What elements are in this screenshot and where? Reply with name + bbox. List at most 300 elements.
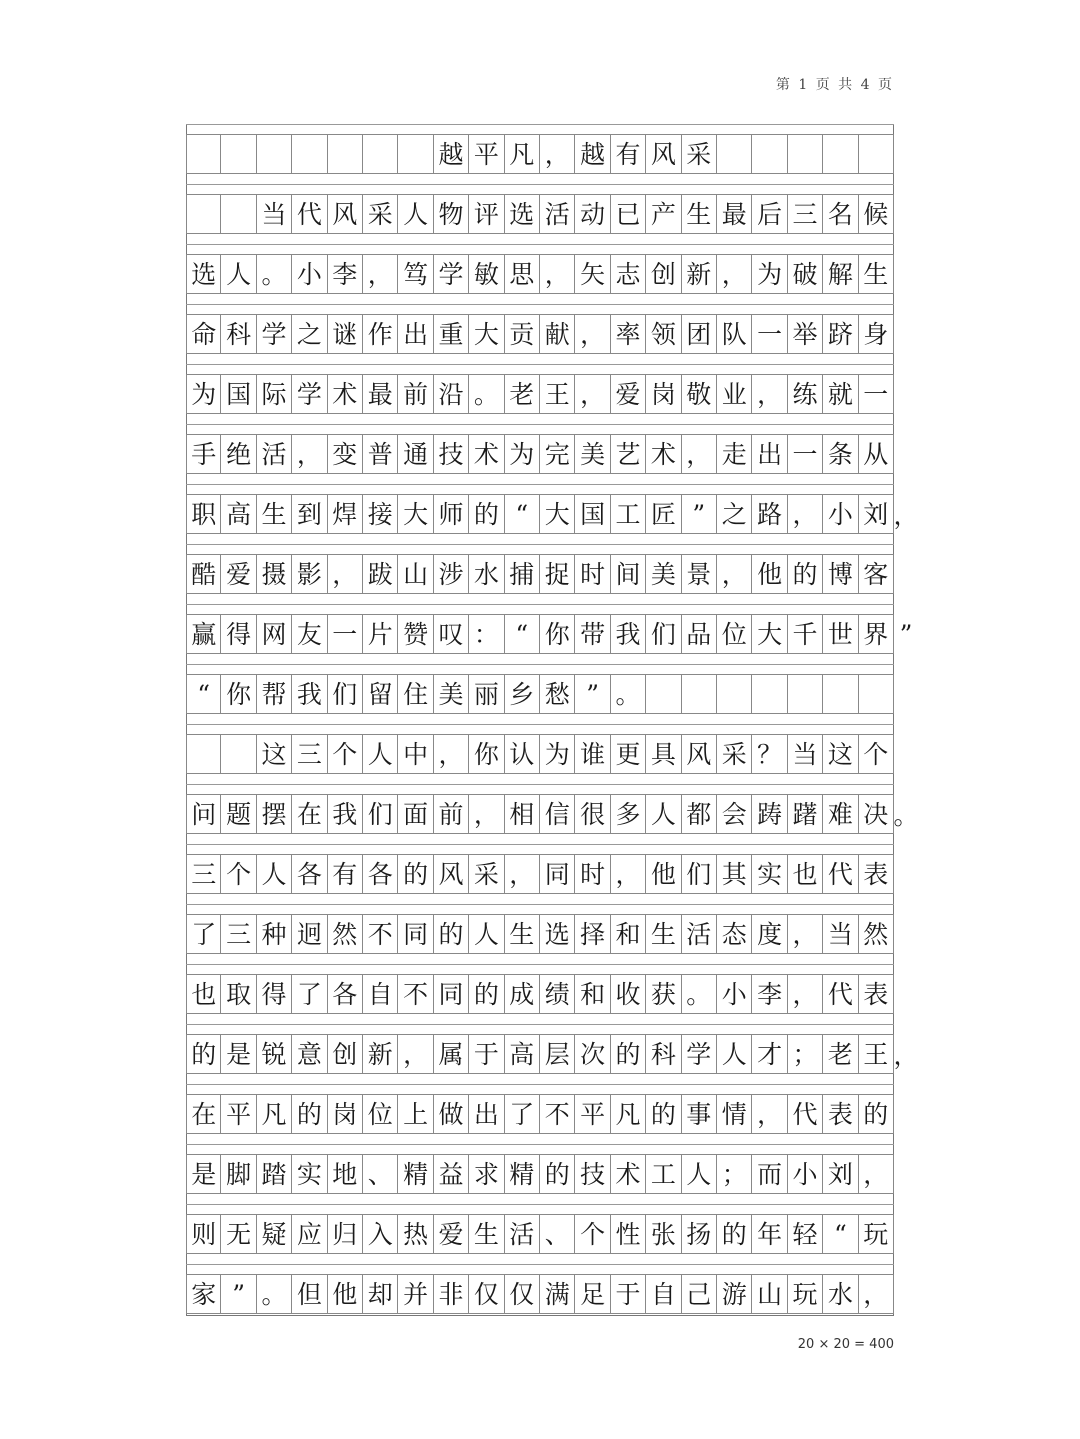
grid-cell: 绝 xyxy=(221,434,256,474)
grid-cell: 踌 xyxy=(752,794,787,834)
manuscript-row xyxy=(186,134,894,174)
row-gap-line xyxy=(186,604,894,605)
grid-cell: 为 xyxy=(752,254,787,294)
grid-cell xyxy=(859,134,894,174)
grid-cell: 志 xyxy=(611,254,646,294)
grid-cell: 出 xyxy=(398,314,433,354)
grid-cell: 他 xyxy=(328,1274,363,1314)
grid-cell: 代 xyxy=(823,974,858,1014)
margin-punctuation: ， xyxy=(893,501,919,530)
grid-cell: 岗 xyxy=(646,374,681,414)
grid-cell: 解 xyxy=(823,254,858,294)
grid-cell: ， xyxy=(575,314,610,354)
grid-cell xyxy=(186,734,221,774)
grid-cell: 命 xyxy=(186,314,221,354)
grid-cell: 而 xyxy=(752,1154,787,1194)
grid-cell: ； xyxy=(717,1154,752,1194)
manuscript-row xyxy=(186,854,894,894)
grid-cell: 层 xyxy=(540,1034,575,1074)
grid-cell: 决 xyxy=(859,794,894,834)
grid-cell: 沿 xyxy=(434,374,469,414)
row-gap-line xyxy=(186,124,894,125)
grid-cell: 人 xyxy=(682,1154,717,1194)
grid-cell xyxy=(859,674,894,714)
grid-cell: 敬 xyxy=(682,374,717,414)
grid-cell: 练 xyxy=(788,374,823,414)
grid-cell: 信 xyxy=(540,794,575,834)
grid-cell: ” xyxy=(682,494,717,534)
grid-cell: 各 xyxy=(292,854,327,894)
grid-cell xyxy=(328,134,363,174)
grid-cell: 笃 xyxy=(398,254,433,294)
grid-cell: 大 xyxy=(540,494,575,534)
grid-cell: 这 xyxy=(823,734,858,774)
grid-cell: 新 xyxy=(682,254,717,294)
grid-cell: ， xyxy=(611,854,646,894)
margin-punctuation xyxy=(892,374,920,414)
grid-cell: 们 xyxy=(646,614,681,654)
grid-cell: 献 xyxy=(540,314,575,354)
row-gap-line xyxy=(186,1204,894,1205)
grid-cell: 时 xyxy=(575,854,610,894)
grid-cell: 创 xyxy=(328,1034,363,1074)
grid-cell: 学 xyxy=(257,314,292,354)
grid-cell: 生 xyxy=(469,1214,504,1254)
grid-cell xyxy=(257,134,292,174)
grid-cell: 山 xyxy=(752,1274,787,1314)
grid-cell: 队 xyxy=(717,314,752,354)
grid-cell: 。 xyxy=(257,254,292,294)
grid-cell: 疑 xyxy=(257,1214,292,1254)
grid-cell: ： xyxy=(469,614,504,654)
grid-cell: 这 xyxy=(257,734,292,774)
grid-cell: 也 xyxy=(788,854,823,894)
grid-cell: 活 xyxy=(540,194,575,234)
margin-punctuation xyxy=(892,1214,920,1254)
grid-cell: 他 xyxy=(752,554,787,594)
grid-cell: 采 xyxy=(682,134,717,174)
grid-cell: 面 xyxy=(398,794,433,834)
grid-cell: 躇 xyxy=(788,794,823,834)
grid-cell: ， xyxy=(859,1274,894,1314)
grid-cell: 获 xyxy=(646,974,681,1014)
grid-cell: 敏 xyxy=(469,254,504,294)
grid-cell: ” xyxy=(221,1274,256,1314)
grid-cell: 家 xyxy=(186,1274,221,1314)
grid-cell: 很 xyxy=(575,794,610,834)
grid-cell: 王 xyxy=(859,1034,894,1074)
row-gap-line xyxy=(186,1144,894,1145)
grid-cell: 物 xyxy=(434,194,469,234)
grid-cell: ” xyxy=(575,674,610,714)
grid-cell: 精 xyxy=(505,1154,540,1194)
grid-cell: 不 xyxy=(363,914,398,954)
grid-cell: 无 xyxy=(221,1214,256,1254)
grid-cell: 术 xyxy=(611,1154,646,1194)
row-gap-line xyxy=(186,1024,894,1025)
grid-cell: 高 xyxy=(221,494,256,534)
grid-cell: 个 xyxy=(328,734,363,774)
grid-cell: 人 xyxy=(398,194,433,234)
grid-cell xyxy=(186,134,221,174)
grid-cell: 们 xyxy=(363,794,398,834)
grid-cell: 位 xyxy=(363,1094,398,1134)
grid-cell: 住 xyxy=(398,674,433,714)
grid-cell: ， xyxy=(752,1094,787,1134)
grid-cell: ， xyxy=(717,254,752,294)
grid-cell: 次 xyxy=(575,1034,610,1074)
margin-punctuation: ” xyxy=(899,619,913,649)
grid-cell: 李 xyxy=(752,974,787,1014)
margin-punctuation xyxy=(892,134,920,174)
grid-cell: 同 xyxy=(434,974,469,1014)
grid-cell: 摄 xyxy=(257,554,292,594)
grid-cell xyxy=(292,134,327,174)
grid-cell: 捉 xyxy=(540,554,575,594)
grid-cell: 中 xyxy=(398,734,433,774)
grid-cell: 年 xyxy=(752,1214,787,1254)
grid-cell: 乡 xyxy=(505,674,540,714)
grid-cell: 帮 xyxy=(257,674,292,714)
grid-cell: 各 xyxy=(363,854,398,894)
grid-cell: 愁 xyxy=(540,674,575,714)
grid-cell: 代 xyxy=(292,194,327,234)
manuscript-row xyxy=(186,974,894,1014)
grid-cell: 新 xyxy=(363,1034,398,1074)
grid-cell: 选 xyxy=(540,914,575,954)
grid-cell: 凡 xyxy=(505,134,540,174)
grid-cell: 都 xyxy=(682,794,717,834)
grid-cell: 品 xyxy=(682,614,717,654)
grid-cell: ， xyxy=(575,374,610,414)
grid-cell: 。 xyxy=(682,974,717,1014)
grid-cell: 谜 xyxy=(328,314,363,354)
grid-cell: 风 xyxy=(682,734,717,774)
grid-cell: 美 xyxy=(434,674,469,714)
grid-cell: 为 xyxy=(186,374,221,414)
grid-cell: 人 xyxy=(717,1034,752,1074)
grid-cell: 山 xyxy=(398,554,433,594)
grid-cell: 大 xyxy=(398,494,433,534)
grid-cell: 评 xyxy=(469,194,504,234)
grid-cell: 美 xyxy=(646,554,681,594)
grid-cell: 他 xyxy=(646,854,681,894)
grid-cell: 却 xyxy=(363,1274,398,1314)
grid-cell: 三 xyxy=(292,734,327,774)
grid-cell: 候 xyxy=(859,194,894,234)
manuscript-row xyxy=(186,1274,894,1314)
grid-cell: 精 xyxy=(398,1154,433,1194)
grid-cell: 术 xyxy=(469,434,504,474)
grid-cell: 界 xyxy=(859,614,894,654)
margin-punctuation xyxy=(892,1154,920,1194)
grid-cell: 的 xyxy=(859,1094,894,1134)
grid-cell: 难 xyxy=(823,794,858,834)
grid-cell: 一 xyxy=(859,374,894,414)
grid-cell: 你 xyxy=(221,674,256,714)
grid-cell: 得 xyxy=(221,614,256,654)
grid-cell: 之 xyxy=(292,314,327,354)
grid-cell: 通 xyxy=(398,434,433,474)
grid-cell: 同 xyxy=(540,854,575,894)
grid-cell: 的 xyxy=(292,1094,327,1134)
grid-cell: 的 xyxy=(611,1034,646,1074)
grid-cell: 是 xyxy=(221,1034,256,1074)
grid-cell: 游 xyxy=(717,1274,752,1314)
manuscript-grid-sheet xyxy=(186,124,919,1316)
grid-count-label: 20 × 20 = 400 xyxy=(797,1337,894,1352)
grid-cell: 完 xyxy=(540,434,575,474)
grid-cell: 人 xyxy=(646,794,681,834)
grid-cell: 你 xyxy=(540,614,575,654)
grid-cell: 是 xyxy=(186,1154,221,1194)
grid-cell: 产 xyxy=(646,194,681,234)
grid-cell: 脚 xyxy=(221,1154,256,1194)
grid-cell: 在 xyxy=(186,1094,221,1134)
grid-cell: 作 xyxy=(363,314,398,354)
grid-cell: 得 xyxy=(257,974,292,1014)
grid-cell: 身 xyxy=(859,314,894,354)
grid-cell: 思 xyxy=(505,254,540,294)
manuscript-row xyxy=(186,554,894,594)
grid-cell: 创 xyxy=(646,254,681,294)
grid-cell xyxy=(788,674,823,714)
grid-cell: 学 xyxy=(434,254,469,294)
grid-cell: 生 xyxy=(646,914,681,954)
grid-cell: 并 xyxy=(398,1274,433,1314)
grid-cell: 种 xyxy=(257,914,292,954)
grid-cell: 成 xyxy=(505,974,540,1014)
grid-cell: 我 xyxy=(292,674,327,714)
sheet-border xyxy=(186,124,894,1316)
grid-cell: 不 xyxy=(540,1094,575,1134)
grid-cell: 学 xyxy=(292,374,327,414)
grid-cell: 生 xyxy=(682,194,717,234)
grid-cell: 水 xyxy=(823,1274,858,1314)
grid-cell: 艺 xyxy=(611,434,646,474)
grid-cell: 人 xyxy=(363,734,398,774)
grid-cell: ， xyxy=(682,434,717,474)
grid-cell xyxy=(717,674,752,714)
margin-punctuation xyxy=(892,314,920,354)
grid-cell: 但 xyxy=(292,1274,327,1314)
grid-cell: 焊 xyxy=(328,494,363,534)
grid-cell: 美 xyxy=(575,434,610,474)
grid-cell: 刘 xyxy=(859,494,894,534)
grid-cell: 的 xyxy=(186,1034,221,1074)
grid-cell: 。 xyxy=(469,374,504,414)
grid-cell: 位 xyxy=(717,614,752,654)
grid-cell: 有 xyxy=(611,134,646,174)
grid-cell: 凡 xyxy=(611,1094,646,1134)
margin-punctuation xyxy=(892,554,920,594)
grid-cell: 仅 xyxy=(505,1274,540,1314)
grid-cell: 然 xyxy=(859,914,894,954)
grid-cell: 涉 xyxy=(434,554,469,594)
grid-cell: 、 xyxy=(363,1154,398,1194)
grid-cell: 采 xyxy=(717,734,752,774)
grid-cell: 选 xyxy=(186,254,221,294)
grid-cell: 国 xyxy=(221,374,256,414)
grid-cell: 术 xyxy=(328,374,363,414)
grid-cell: 留 xyxy=(363,674,398,714)
grid-cell: ； xyxy=(788,1034,823,1074)
grid-cell: 老 xyxy=(823,1034,858,1074)
grid-cell: 一 xyxy=(752,314,787,354)
grid-cell: 和 xyxy=(611,914,646,954)
grid-cell: 我 xyxy=(328,794,363,834)
grid-cell: 景 xyxy=(682,554,717,594)
grid-cell: 刘 xyxy=(823,1154,858,1194)
grid-cell: 时 xyxy=(575,554,610,594)
grid-cell: 网 xyxy=(257,614,292,654)
grid-cell: 爱 xyxy=(221,554,256,594)
manuscript-row xyxy=(186,1154,894,1194)
grid-cell: 扬 xyxy=(682,1214,717,1254)
grid-cell: 在 xyxy=(292,794,327,834)
margin-punctuation xyxy=(892,734,920,774)
grid-cell: 当 xyxy=(823,914,858,954)
grid-cell: ， xyxy=(292,434,327,474)
grid-cell: 间 xyxy=(611,554,646,594)
grid-cell xyxy=(752,674,787,714)
grid-cell: 生 xyxy=(859,254,894,294)
page-indicator: 第 1 页 共 4 页 xyxy=(775,77,894,93)
grid-cell: 赞 xyxy=(398,614,433,654)
grid-cell: 领 xyxy=(646,314,681,354)
grid-cell: 代 xyxy=(823,854,858,894)
grid-cell: 表 xyxy=(859,854,894,894)
grid-cell: 实 xyxy=(752,854,787,894)
grid-cell: 前 xyxy=(398,374,433,414)
grid-cell: 取 xyxy=(221,974,256,1014)
grid-cell: 条 xyxy=(823,434,858,474)
grid-cell: 酷 xyxy=(186,554,221,594)
grid-cell: ， xyxy=(752,374,787,414)
grid-cell: 风 xyxy=(328,194,363,234)
grid-cell: 有 xyxy=(328,854,363,894)
grid-cell: 玩 xyxy=(788,1274,823,1314)
grid-cell: 接 xyxy=(363,494,398,534)
grid-cell: 益 xyxy=(434,1154,469,1194)
manuscript-row xyxy=(186,734,894,774)
grid-cell: ？ xyxy=(752,734,787,774)
grid-cell: 跋 xyxy=(363,554,398,594)
manuscript-row xyxy=(186,374,894,414)
row-gap-line xyxy=(186,244,894,245)
grid-cell: 的 xyxy=(788,554,823,594)
grid-cell: 摆 xyxy=(257,794,292,834)
grid-cell: 破 xyxy=(788,254,823,294)
grid-cell: 人 xyxy=(221,254,256,294)
grid-cell: ， xyxy=(788,914,823,954)
grid-cell: 各 xyxy=(328,974,363,1014)
grid-cell: 重 xyxy=(434,314,469,354)
grid-cell: 王 xyxy=(540,374,575,414)
grid-cell: 才 xyxy=(752,1034,787,1074)
grid-cell: 轻 xyxy=(788,1214,823,1254)
grid-cell xyxy=(363,134,398,174)
grid-cell: 为 xyxy=(540,734,575,774)
grid-cell: 术 xyxy=(646,434,681,474)
grid-cell: 工 xyxy=(646,1154,681,1194)
grid-cell: 最 xyxy=(717,194,752,234)
margin-punctuation xyxy=(892,434,920,474)
grid-cell: 一 xyxy=(788,434,823,474)
grid-cell: 人 xyxy=(257,854,292,894)
row-gap-line xyxy=(186,1264,894,1265)
grid-cell: 风 xyxy=(434,854,469,894)
manuscript-row xyxy=(186,914,894,954)
grid-cell: 个 xyxy=(221,854,256,894)
row-gap-line xyxy=(186,784,894,785)
margin-punctuation xyxy=(892,854,920,894)
grid-cell: ， xyxy=(469,794,504,834)
grid-cell: 工 xyxy=(611,494,646,534)
grid-cell: 做 xyxy=(434,1094,469,1134)
grid-cell: 也 xyxy=(186,974,221,1014)
grid-cell: 则 xyxy=(186,1214,221,1254)
grid-cell: 然 xyxy=(328,914,363,954)
grid-cell: 从 xyxy=(859,434,894,474)
grid-cell: 求 xyxy=(469,1154,504,1194)
grid-cell: ， xyxy=(540,134,575,174)
grid-cell: 你 xyxy=(469,734,504,774)
margin-punctuation xyxy=(892,1274,920,1314)
grid-cell: 客 xyxy=(859,554,894,594)
manuscript-row xyxy=(186,434,894,474)
grid-cell: 片 xyxy=(363,614,398,654)
grid-cell: 手 xyxy=(186,434,221,474)
grid-cell: 非 xyxy=(434,1274,469,1314)
grid-cell: 的 xyxy=(717,1214,752,1254)
row-gap-line xyxy=(186,844,894,845)
grid-cell: 多 xyxy=(611,794,646,834)
grid-cell: 。 xyxy=(611,674,646,714)
row-gap-line xyxy=(186,664,894,665)
grid-cell: 叹 xyxy=(434,614,469,654)
grid-cell: “ xyxy=(505,614,540,654)
grid-cell: 越 xyxy=(434,134,469,174)
grid-cell: 学 xyxy=(682,1034,717,1074)
grid-cell xyxy=(646,674,681,714)
grid-cell: 意 xyxy=(292,1034,327,1074)
margin-punctuation xyxy=(892,254,920,294)
grid-cell: 后 xyxy=(752,194,787,234)
grid-cell: 越 xyxy=(575,134,610,174)
grid-cell: 业 xyxy=(717,374,752,414)
grid-cell: 小 xyxy=(823,494,858,534)
row-gap-line xyxy=(186,1084,894,1085)
grid-cell: ， xyxy=(434,734,469,774)
grid-cell: 岗 xyxy=(328,1094,363,1134)
grid-cell: 到 xyxy=(292,494,327,534)
grid-cell: 三 xyxy=(186,854,221,894)
grid-cell: 性 xyxy=(611,1214,646,1254)
grid-cell: 平 xyxy=(575,1094,610,1134)
grid-cell: 自 xyxy=(363,974,398,1014)
row-gap-line xyxy=(186,964,894,965)
grid-cell: 收 xyxy=(611,974,646,1014)
grid-cell: 属 xyxy=(434,1034,469,1074)
grid-cell xyxy=(823,134,858,174)
grid-cell: ， xyxy=(398,1034,433,1074)
grid-cell: 情 xyxy=(717,1094,752,1134)
grid-cell: 最 xyxy=(363,374,398,414)
grid-cell: 们 xyxy=(328,674,363,714)
grid-cell xyxy=(717,134,752,174)
manuscript-row xyxy=(186,614,894,654)
